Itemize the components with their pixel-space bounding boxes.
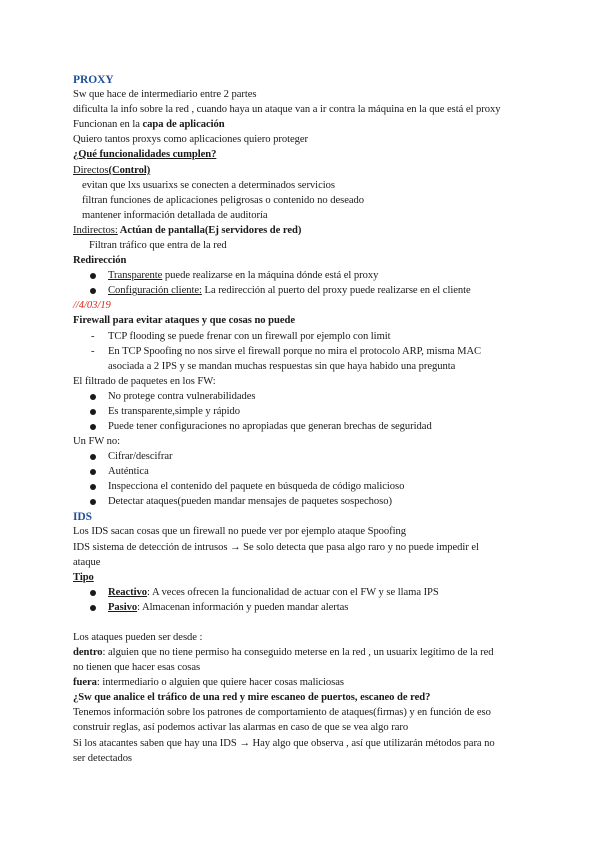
bullet-icon <box>90 394 96 400</box>
firewall-dash-item: En TCP Spoofing no nos sirve el firewall porque no mira el protocolo ARP, misma MAC <box>108 346 482 357</box>
unfw-item: Detectar ataques(pueden mandar mensajes de paquetes sospechoso) <box>108 496 392 507</box>
directos-item: mantener información detallada de auditoría <box>82 210 268 221</box>
bold-term: (Control) <box>108 165 151 176</box>
bullet-icon <box>90 590 96 596</box>
bold-term: dentro <box>73 647 103 658</box>
dash-icon: - <box>91 346 95 357</box>
text-segment: : Almacenan información y pueden mandar alertas <box>137 602 349 613</box>
bold-term: capa de aplicación <box>142 119 225 130</box>
text-segment: : alguien que no tiene permiso ha conseguido meterse en la red , un usuarix legítimo de la red <box>102 647 494 658</box>
bullet-icon <box>90 605 96 611</box>
ids-line-cont: ataque <box>73 557 101 568</box>
text-segment: : A veces ofrecen la funcionalidad de actuar con el FW y se llama IPS <box>147 587 439 598</box>
proxy-line: Sw que hace de intermediario entre 2 partes <box>73 89 257 100</box>
filtrado-item: Puede tener configuraciones no apropiadas que generan brechas de seguridad <box>108 421 432 432</box>
text-segment: : intermediario o alguien que quiere hacer cosas maliciosas <box>96 677 344 688</box>
bullet-icon <box>90 499 96 505</box>
ids-paragraph-cont: ser detectados <box>73 753 133 764</box>
date-note: //4/03/19 <box>73 300 111 311</box>
ids-question: ¿Sw que analice el tráfico de una red y mire escaneo de puertos, escaneo de red? <box>73 692 431 703</box>
bullet-icon <box>90 288 96 294</box>
directos-item: filtran funciones de aplicaciones peligrosas o contenido no deseado <box>82 195 364 206</box>
tipo-item <box>108 586 439 600</box>
text-segment: Indirectos: <box>73 225 118 236</box>
functionality-question: ¿Qué funcionalidades cumplen? <box>73 149 217 160</box>
bold-term: fuera <box>73 677 97 688</box>
dentro-line <box>73 646 494 660</box>
indirectos-item: Filtran tráfico que entra de la red <box>89 240 227 251</box>
proxy-heading: PROXY <box>73 74 114 86</box>
bold-term: Pasivo <box>108 602 138 613</box>
fuera-line <box>73 676 344 690</box>
text-segment: Directos <box>73 165 109 176</box>
filtrado-item: Es transparente,simple y rápido <box>108 406 241 417</box>
bold-term: Reactivo <box>108 587 148 598</box>
text-segment: Funcionan en la <box>73 119 143 130</box>
bullet-icon <box>90 454 96 460</box>
tipo-heading: Tipo <box>73 572 94 583</box>
ids-paragraph: Tenemos información sobre los patrones de comportamiento de ataques(firmas) y en función de eso <box>73 707 491 718</box>
indirectos-heading <box>73 224 301 238</box>
firewall-dash-item-cont: asociada a 2 IPS y se mandan muchas respuestas sin que haya habido una pregunta <box>108 361 456 372</box>
bullet-icon <box>90 484 96 490</box>
firewall-heading: Firewall para evitar ataques y que cosas no puede <box>73 315 295 326</box>
redireccion-item <box>108 269 378 283</box>
text-segment: Configuración cliente: <box>108 285 202 296</box>
firewall-dash-item: TCP flooding se puede frenar con un firewall por ejemplo con limit <box>108 331 391 342</box>
filtrado-item: No protege contra vulnerabilidades <box>108 391 256 402</box>
bullet-icon <box>90 469 96 475</box>
tipo-item <box>108 601 348 615</box>
redireccion-heading: Redirección <box>73 255 127 266</box>
text-segment: La redirección al puerto del proxy puede realizarse en el cliente <box>201 285 471 296</box>
ids-paragraph-cont: construir reglas, así podemos activar las alarmas en caso de que se vea algo raro <box>73 722 409 733</box>
bullet-icon <box>90 273 96 279</box>
unfw-item: Auténtica <box>108 466 149 477</box>
text-segment: Transparente <box>108 270 163 281</box>
ids-line: Los IDS sacan cosas que un firewall no puede ver por ejemplo ataque Spoofing <box>73 526 407 537</box>
directos-heading <box>73 164 150 178</box>
dentro-line-cont: no tienen que hacer esas cosas <box>73 662 201 673</box>
unfw-item: Cifrar/descifrar <box>108 451 173 462</box>
filtrado-heading: El filtrado de paquetes en los FW: <box>73 376 216 387</box>
dash-icon: - <box>91 331 95 342</box>
ids-line: IDS sistema de detección de intrusos → Se solo detecta que pasa algo raro y no puede impedir el <box>73 542 479 553</box>
bullet-icon <box>90 424 96 430</box>
directos-item: evitan que lxs usuarixs se conecten a determinados servicios <box>82 180 335 191</box>
text-segment: puede realizarse en la máquina dónde está el proxy <box>162 270 379 281</box>
unfw-item: Inspecciona el contenido del paquete en búsqueda de código malicioso <box>108 481 405 492</box>
proxy-line: Quiero tantos proxys como aplicaciones quiero proteger <box>73 134 308 145</box>
redireccion-item <box>108 284 471 298</box>
unfw-heading: Un FW no: <box>73 436 121 447</box>
proxy-line: dificulta la info sobre la red , cuando haya un ataque van a ir contra la máquina en la que está el proxy <box>73 104 501 115</box>
ids-heading: IDS <box>73 511 93 523</box>
ataques-heading: Los ataques pueden ser desde : <box>73 632 203 643</box>
ids-paragraph: Si los atacantes saben que hay una IDS → Hay algo que observa , así que utilizarán métodos para no <box>73 738 495 749</box>
bullet-icon <box>90 409 96 415</box>
bold-term: Actúan de pantalla(Ej servidores de red) <box>117 225 302 236</box>
proxy-line <box>73 118 225 132</box>
